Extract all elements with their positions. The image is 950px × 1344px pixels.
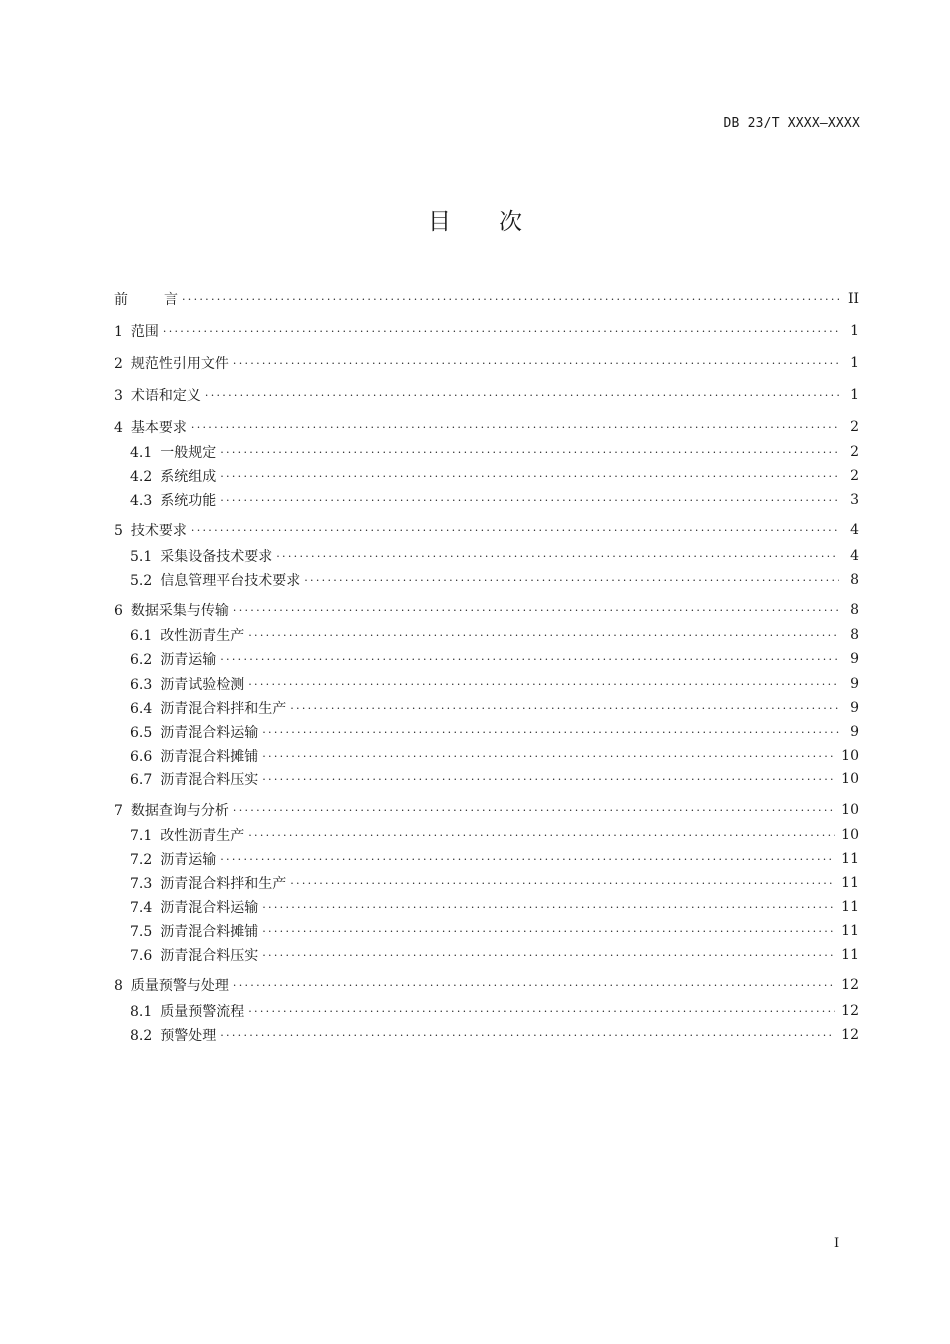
toc-page-number: 8 [850, 602, 859, 618]
toc-entry[interactable] [114, 599, 859, 621]
toc-entry[interactable] [114, 824, 859, 846]
toc-page-number: 9 [850, 724, 859, 740]
toc-entry-foreword[interactable] [114, 288, 859, 310]
dot-leader [262, 768, 835, 790]
dot-leader [262, 920, 835, 942]
toc-section-number: 6.1 [130, 628, 153, 644]
toc-section-title: 沥青混合料压实 [160, 948, 259, 964]
toc-page-number: 4 [850, 522, 859, 538]
toc-section-title: 范围 [130, 324, 159, 340]
dot-leader [220, 848, 835, 870]
foreword-word-2: 言 [164, 292, 178, 308]
dot-leader [248, 824, 835, 846]
toc-section-number: 7 [114, 803, 123, 819]
toc-section-number: 5.1 [130, 549, 153, 565]
toc-entry[interactable] [114, 974, 859, 996]
dot-leader [290, 872, 835, 894]
title-char-1: 目 [428, 209, 451, 235]
toc-entry[interactable] [114, 1000, 859, 1022]
dot-leader [262, 896, 835, 918]
title-char-2: 次 [499, 209, 522, 235]
toc-entry[interactable] [114, 745, 859, 767]
dot-leader [233, 599, 839, 621]
toc-page-number: 12 [841, 1003, 859, 1019]
toc-section-number: 7.3 [130, 876, 153, 892]
toc-page-number: 9 [850, 676, 859, 692]
toc-entry[interactable] [114, 848, 859, 870]
toc-section-number: 8 [114, 978, 123, 994]
toc-page-number: 11 [841, 899, 859, 915]
dot-leader [191, 519, 839, 541]
toc-entry[interactable] [114, 465, 859, 487]
toc-section-number: 6.3 [130, 677, 153, 693]
dot-leader [262, 745, 835, 767]
toc-section-number: 7.2 [130, 852, 153, 868]
toc-entry[interactable] [114, 441, 859, 463]
toc-section-title: 一般规定 [160, 445, 217, 461]
dot-leader [163, 320, 839, 342]
toc-page-number: 11 [841, 851, 859, 867]
toc-section-title: 沥青混合料压实 [160, 772, 259, 788]
dot-leader [248, 624, 839, 646]
toc-section-title: 数据采集与传输 [130, 603, 229, 619]
dot-leader [262, 944, 835, 966]
dot-leader [276, 545, 839, 567]
toc-page-number: 10 [841, 827, 859, 843]
toc-section-number: 7.5 [130, 924, 153, 940]
toc-page-number: II [847, 291, 859, 307]
toc-section-number: 5.2 [130, 573, 153, 589]
dot-leader [191, 416, 839, 438]
toc-entry[interactable] [114, 320, 859, 342]
toc-page-number: 4 [850, 548, 859, 564]
toc-entry[interactable] [114, 721, 859, 743]
foreword-word-1: 前 [114, 292, 128, 308]
toc-section-number: 4.3 [130, 493, 153, 509]
toc-entry[interactable] [114, 384, 859, 406]
dot-leader [205, 384, 839, 406]
toc-section-number: 7.1 [130, 828, 153, 844]
toc-entry[interactable] [114, 1024, 859, 1046]
dot-leader [304, 569, 839, 591]
toc-section-title: 沥青混合料拌和生产 [160, 876, 287, 892]
toc-page-number: 2 [850, 444, 859, 460]
toc-section-number: 4 [114, 420, 123, 436]
toc-page-number: 10 [841, 771, 859, 787]
toc-section-title: 技术要求 [130, 523, 187, 539]
toc-entry[interactable] [114, 569, 859, 591]
dot-leader [220, 648, 839, 670]
toc-entry[interactable] [114, 489, 859, 511]
toc-page-number: 10 [841, 748, 859, 764]
toc-section-title: 沥青混合料运输 [160, 900, 259, 916]
dot-leader [248, 673, 839, 695]
dot-leader [233, 974, 835, 996]
toc-entry[interactable] [114, 896, 859, 918]
toc-section-title: 沥青混合料摊铺 [160, 749, 259, 765]
toc-entry[interactable] [114, 920, 859, 942]
toc-entry[interactable] [114, 416, 859, 438]
toc-section-title: 沥青混合料拌和生产 [160, 701, 287, 717]
toc-section-number: 8.1 [130, 1004, 153, 1020]
toc-page-number: 9 [850, 651, 859, 667]
toc-page-number: 2 [850, 419, 859, 435]
toc-page-number: 3 [850, 492, 859, 508]
toc-section-number: 6.5 [130, 725, 153, 741]
toc-page-number: 9 [850, 700, 859, 716]
dot-leader [182, 288, 839, 310]
dot-leader [233, 799, 835, 821]
toc-section-title: 系统功能 [160, 493, 217, 509]
toc-section-title: 规范性引用文件 [130, 356, 229, 372]
toc-section-number: 6 [114, 603, 123, 619]
toc-section-title: 沥青运输 [160, 652, 217, 668]
toc-entry[interactable] [114, 624, 859, 646]
toc-entry[interactable] [114, 697, 859, 719]
toc-section-number: 6.4 [130, 701, 153, 717]
dot-leader [233, 352, 839, 374]
dot-leader [262, 721, 839, 743]
toc-page-number: 2 [850, 468, 859, 484]
dot-leader [290, 697, 839, 719]
toc-entry[interactable] [114, 872, 859, 894]
dot-leader [248, 1000, 835, 1022]
toc-page-number: 11 [841, 875, 859, 891]
toc-entry[interactable] [114, 648, 859, 670]
standard-code: DB 23/T XXXX—XXXX [723, 116, 860, 131]
page-number: I [834, 1236, 840, 1251]
toc-section-title: 质量预警流程 [160, 1004, 245, 1020]
toc-entry[interactable] [114, 944, 859, 966]
toc-section-number: 1 [114, 324, 123, 340]
toc-page-number: 8 [850, 572, 859, 588]
toc-section-number: 4.1 [130, 445, 153, 461]
toc-section-title: 改性沥青生产 [160, 628, 245, 644]
toc-section-number: 6.2 [130, 652, 153, 668]
toc-page-number: 11 [841, 923, 859, 939]
toc-section-title: 沥青混合料运输 [160, 725, 259, 741]
toc-section-number: 8.2 [130, 1028, 153, 1044]
toc-section-title: 预警处理 [160, 1028, 217, 1044]
toc-section-title: 术语和定义 [130, 388, 201, 404]
toc-page-number: 12 [841, 1027, 859, 1043]
page-title [0, 203, 950, 236]
toc-section-title: 沥青试验检测 [160, 677, 245, 693]
toc-entry[interactable] [114, 799, 859, 821]
toc-page-number: 8 [850, 627, 859, 643]
toc-section-number: 2 [114, 356, 123, 372]
toc-entry[interactable] [114, 673, 859, 695]
toc-section-title: 沥青混合料摊铺 [160, 924, 259, 940]
toc-section-number: 3 [114, 388, 123, 404]
toc-page-number: 12 [841, 977, 859, 993]
dot-leader [220, 1024, 835, 1046]
toc-entry[interactable] [114, 352, 859, 374]
toc-entry[interactable] [114, 545, 859, 567]
toc-entry[interactable] [114, 768, 859, 790]
toc-section-number: 6.7 [130, 772, 153, 788]
toc-section-number: 4.2 [130, 469, 153, 485]
dot-leader [220, 489, 839, 511]
toc-section-title: 基本要求 [130, 420, 187, 436]
toc-page-number: 1 [850, 355, 859, 371]
dot-leader [220, 465, 839, 487]
toc-section-number: 5 [114, 523, 123, 539]
toc-section-title: 采集设备技术要求 [160, 549, 273, 565]
toc-section-title: 沥青运输 [160, 852, 217, 868]
toc-section-number: 7.4 [130, 900, 153, 916]
toc-entry[interactable] [114, 519, 859, 541]
toc-section-title: 质量预警与处理 [130, 978, 229, 994]
toc-page-number: 10 [841, 802, 859, 818]
dot-leader [220, 441, 839, 463]
toc-section-title: 改性沥青生产 [160, 828, 245, 844]
toc-section-number: 7.6 [130, 948, 153, 964]
toc-section-title: 信息管理平台技术要求 [160, 573, 301, 589]
toc-page-number: 11 [841, 947, 859, 963]
toc-page-number: 1 [850, 323, 859, 339]
toc-section-title: 系统组成 [160, 469, 217, 485]
toc-section-number: 6.6 [130, 749, 153, 765]
toc-page-number: 1 [850, 387, 859, 403]
toc-section-title: 数据查询与分析 [130, 803, 229, 819]
